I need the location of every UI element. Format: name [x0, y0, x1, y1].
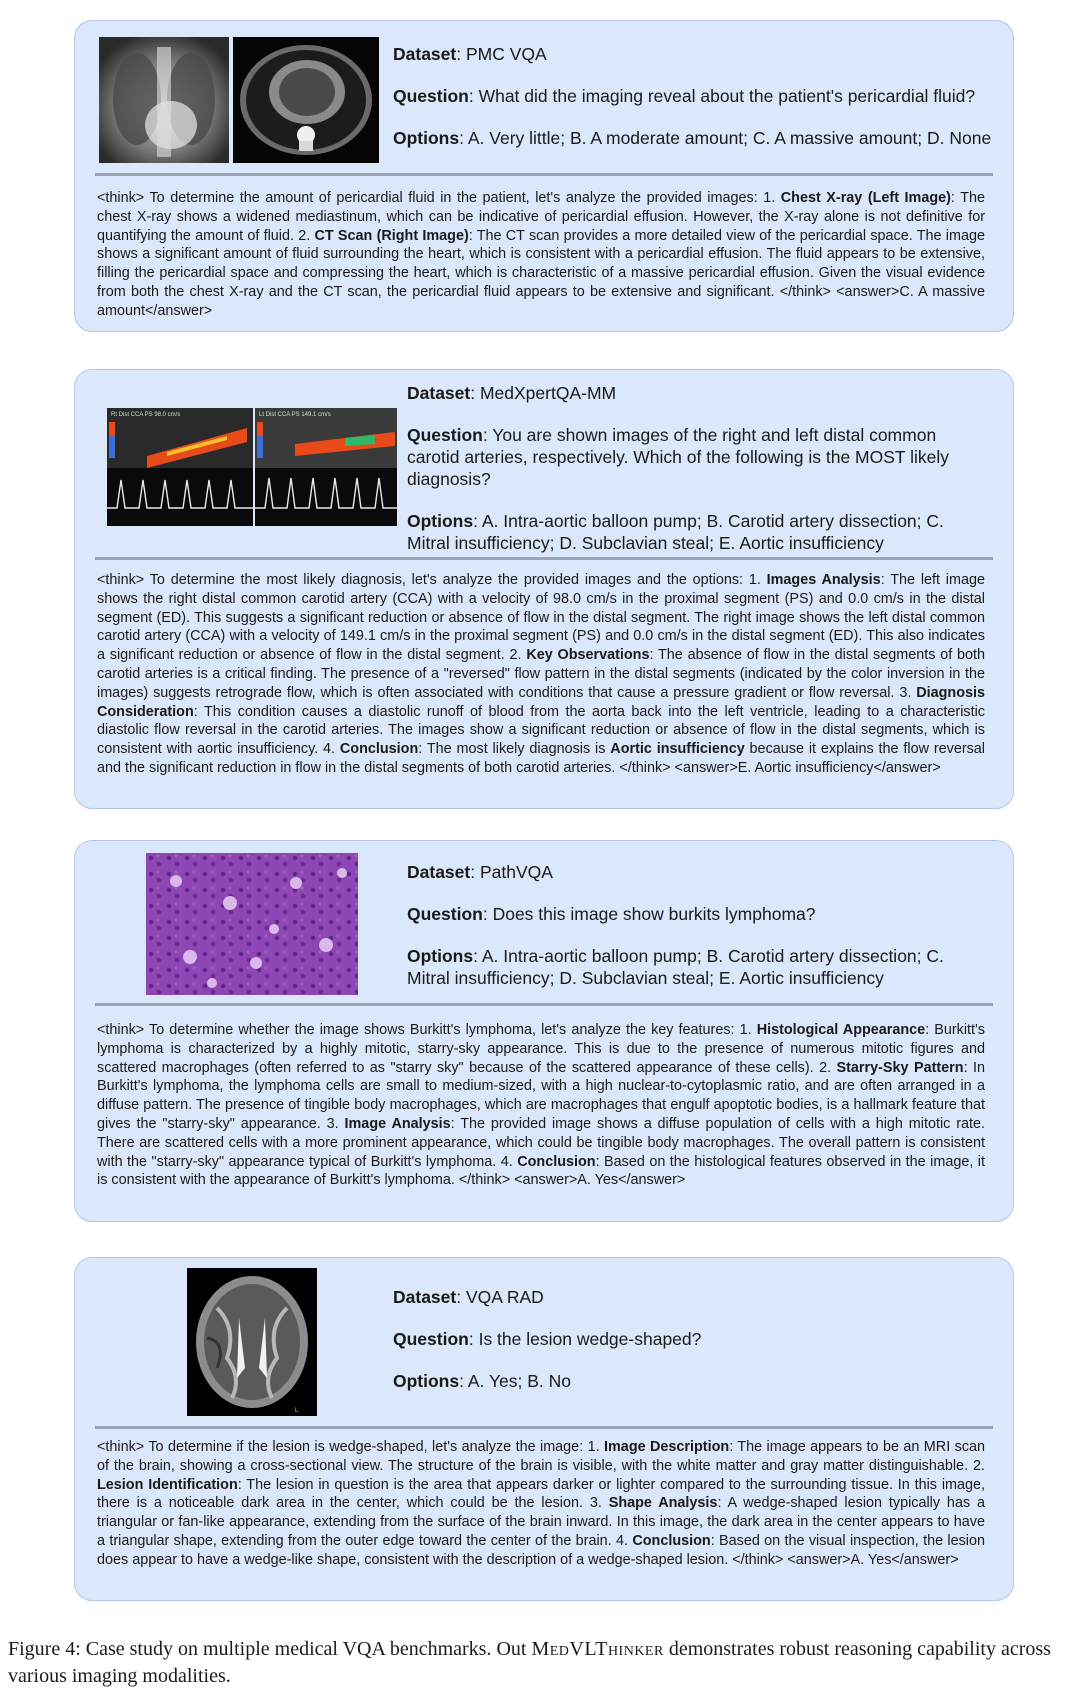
reasoning-bold-term: Image Description	[604, 1439, 730, 1455]
dataset-label: Dataset	[393, 44, 457, 64]
reasoning-segment: : Based on the histological features observed in the image, it is consistent with the appearance of Burkitt's lymphoma. </think> <answer>A. Yes</answer>	[97, 1153, 985, 1189]
caption-model-name: MedVLThinker	[531, 1638, 664, 1660]
options-label: Options	[393, 128, 460, 148]
ct-scan-image	[233, 37, 379, 163]
options-value: A. Intra-aortic balloon pump; B. Carotid artery dissection; C. Mitral insufficiency; D. Subclavian steal; E. Aortic insufficiency	[407, 511, 944, 553]
figure-caption	[8, 1636, 1080, 1690]
svg-text:L: L	[295, 1408, 299, 1414]
brain-mri-image	[187, 1268, 317, 1416]
question-label: Question	[393, 1329, 469, 1349]
reasoning-segment: : A wedge-shaped lesion typically has a triangular or fan-like appearance, extending from the surface of the brain inward. In this image, the dark area in the center appears to have a triangular shape, extending from the outer edge toward the center of the brain. 4.	[97, 1495, 986, 1549]
caption-suffix: demonstrates robust reasoning capability across various imaging modalities.	[8, 1638, 1051, 1687]
divider	[95, 173, 993, 176]
reasoning-text	[97, 1021, 985, 1190]
reasoning-segment: : The most likely diagnosis is	[418, 741, 611, 758]
caption-prefix: Figure 4: Case study on multiple medical VQA benchmarks. Out	[8, 1638, 532, 1660]
options-label: Options	[393, 1371, 460, 1391]
doppler-right-cca-image	[107, 408, 253, 526]
reasoning-segment: : Based on the visual inspection, the lesion does appear to have a wedge-like shape, consistent with the description of a wedge-shaped lesion. </think> <answer>A. Yes</answer>	[97, 1532, 986, 1568]
reasoning-bold-term: Conclusion	[632, 1532, 711, 1549]
reasoning-segment: <think> To determine whether the image shows Burkitt's lymphoma, let's analyze the key features: 1.	[97, 1022, 757, 1038]
reasoning-segment: : The CT scan provides a more detailed view of the pericardial space. The image shows a significant amount of fluid surrounding the heart, which is consistent with a pericardial effusion. The fluid appears to be extensive, filling the pericardial space and compressing the heart, which is characteristic of a massive pericardial effusion. Given the visual evidence from both the chest X-ray and the CT scan, the pericardial fluid appears to be extensive and significant. </think> <answer>C. A massive amount</answer>	[97, 227, 985, 319]
case-meta: Dataset: MedXpertQA-MM Question: You are shown images of the right and left distal common carotid arteries, respectively. Which of the following is the MOST likely diagnosis? Options: A. Intra-aortic balloon pump; B. Carotid artery dissection; C. Mitral insufficiency; D. Subclavian steal; E. Aortic insufficiency	[407, 383, 950, 553]
reasoning-bold-term: CT Scan (Right Image)	[314, 227, 469, 244]
dataset-value: VQA RAD	[465, 1287, 544, 1307]
divider	[95, 1426, 993, 1429]
options-value: A. Intra-aortic balloon pump; B. Carotid artery dissection; C. Mitral insufficiency; D. Subclavian steal; E. Aortic insufficiency	[407, 946, 944, 988]
reasoning-segment: <think> To determine the amount of pericardial fluid in the patient, let's analyze the provided images: 1.	[97, 190, 781, 206]
dataset-value: PMC VQA	[465, 44, 547, 64]
reasoning-bold-term: Histological Appearance	[756, 1022, 926, 1038]
dataset-label: Dataset	[407, 862, 471, 882]
doppler-left-cca-image	[255, 408, 397, 526]
reasoning-segment: because it explains the flow reversal and the significant reduction in flow in the distal segments of both carotid arteries. </think> <answer>E. Aortic insufficiency</answer>	[97, 741, 986, 776]
reasoning-segment: : The absence of flow in the distal segments of both carotid arteries is a critical finding. The presence of a "reversed" flow pattern in the distal segments (indicated by the color inversion in the images) suggests retrograde flow, which is often associated with conditions that cause a pressure gradient or flow reversal. 3.	[97, 647, 986, 701]
reasoning-bold-term: Image Analysis	[344, 1115, 451, 1132]
case-meta: Dataset: PMC VQA Question: What did the imaging reveal about the patient's pericardial fluid? Options: A. Very little; B. A moderate amount; C. A massive amount; D. None	[393, 44, 992, 148]
reasoning-bold-term: Chest X-ray (Left Image)	[780, 190, 951, 206]
question-value: Is the lesion wedge-shaped?	[478, 1329, 702, 1349]
dataset-value: PathVQA	[479, 862, 553, 882]
case-meta: Dataset: PathVQA Question: Does this image show burkits lymphoma? Options: A. Intra-aortic balloon pump; B. Carotid artery dissection; C. Mitral insufficiency; D. Subclavian steal; E. Aortic insufficiency	[407, 862, 944, 988]
question-label: Question	[407, 425, 483, 445]
reasoning-segment: : In Burkitt's lymphoma, the lymphoma cells are small to medium-sized, with a high nuclear-to-cytoplasmic ratio, and are often arranged in a diffuse pattern. The presence of tingible body macrophages, which are macrophages that engulf apoptotic bodies, is a hallmark feature that gives the "starry-sky" appearance. 3.	[97, 1059, 986, 1132]
reasoning-text	[97, 189, 985, 321]
dataset-label: Dataset	[407, 383, 471, 403]
reasoning-bold-term: Diagnosis Consideration	[97, 684, 985, 720]
case-card-pmc-vqa	[74, 20, 1014, 332]
question-value: What did the imaging reveal about the patient's pericardial fluid?	[478, 86, 976, 106]
reasoning-bold-term: Key Observations	[526, 647, 650, 664]
question-value: Does this image show burkits lymphoma?	[492, 904, 816, 924]
reasoning-bold-term: Conclusion	[517, 1153, 596, 1170]
histology-image	[146, 853, 358, 995]
divider	[95, 1003, 993, 1006]
options-label: Options	[407, 946, 474, 966]
chest-xray-image	[99, 37, 229, 163]
question-label: Question	[393, 86, 469, 106]
reasoning-segment: <think> To determine if the lesion is wedge-shaped, let's analyze the image: 1.	[97, 1439, 605, 1455]
options-label: Options	[407, 511, 474, 531]
reasoning-segment: : This condition causes a diastolic runoff of blood from the aorta back into the left ventricle, leading to a characteristic diastolic flow reversal in the carotid arteries. The images show a significant reduction or absence of flow in the distal segments, which is consistent with aortic insufficiency. 4.	[97, 703, 985, 758]
reasoning-text	[97, 571, 985, 778]
dataset-label: Dataset	[393, 1287, 457, 1307]
question-label: Question	[407, 904, 483, 924]
case-card-pathvqa	[74, 840, 1014, 1222]
reasoning-bold-term: Images Analysis	[766, 572, 881, 588]
reasoning-segment: : The provided image shows a diffuse population of cells with a high mitotic rate. There are scattered cells with a more prominent appearance, which could be tingible body macrophages. The overall pattern is consistent with the "starry-sky" appearance typical of Burkitt's lymphoma. 4.	[97, 1115, 985, 1170]
options-value: A. Yes; B. No	[467, 1371, 571, 1391]
reasoning-segment: : The chest X-ray shows a widened mediastinum, which can be indicative of pericardial effusion. However, the X-ray alone is not definitive for quantifying the amount of fluid. 2.	[97, 190, 985, 244]
svg-text:Lt Dist CCA PS 149.1 cm/s: Lt Dist CCA PS 149.1 cm/s	[259, 412, 331, 418]
case-meta: Dataset: VQA RAD Question: Is the lesion wedge-shaped? Options: A. Yes; B. No	[393, 1287, 702, 1391]
reasoning-segment: : The left image shows the right distal common carotid artery (CCA) with a velocity of 98.0 cm/s in the proximal segment (PS) and 0.0 cm/s in the distal segment (ED). This suggests a significant reduction or absence of flow in the distal segment. The right image shows the left distal common carotid artery (CCA) with a velocity of 149.1 cm/s in the proximal segment (PS) and 0.0 cm/s in the distal segment (ED). This also indicates a significant reduction or absence of flow in the distal segment. 2.	[97, 572, 986, 664]
reasoning-bold-term: Lesion Identification	[97, 1476, 238, 1493]
reasoning-bold-term: Conclusion	[339, 741, 419, 758]
svg-text:Rt Dist CCA PS 98.0 cm/s: Rt Dist CCA PS 98.0 cm/s	[111, 412, 181, 418]
question-value: You are shown images of the right and left distal common carotid arteries, respectively. Which of the following is the MOST likely diagnosis?	[407, 425, 950, 489]
reasoning-bold-term: Shape Analysis	[608, 1495, 718, 1512]
options-value: A. Very little; B. A moderate amount; C. A massive amount; D. None	[467, 128, 992, 148]
case-card-medxpertqa-mm	[74, 369, 1014, 809]
reasoning-text	[97, 1438, 985, 1570]
dataset-value: MedXpertQA-MM	[479, 383, 617, 403]
reasoning-segment: <think> To determine the most likely diagnosis, let's analyze the provided images and the options: 1.	[97, 572, 767, 588]
reasoning-segment: : Burkitt's lymphoma is characterized by a highly mitotic, starry-sky appearance. This is due to the presence of numerous mitotic figures and scattered macrophages (often referred to as "starry sky" because of the scattered appearance of these cells). 2.	[97, 1022, 985, 1076]
reasoning-bold-term: Starry-Sky Pattern	[836, 1059, 964, 1076]
reasoning-bold-term: Aortic insufficiency	[610, 741, 745, 758]
divider	[95, 557, 993, 560]
reasoning-segment: : The lesion in question is the area that appears darker or lighter compared to the surrounding tissue. In this image, there is a noticeable dark area in the center, which could be the lesion. 3.	[97, 1476, 986, 1512]
case-card-vqa-rad	[74, 1257, 1014, 1601]
reasoning-segment: : The image appears to be an MRI scan of the brain, showing a cross-sectional view. The structure of the brain is visible, with the white matter and gray matter distinguishable. 2.	[97, 1439, 985, 1474]
